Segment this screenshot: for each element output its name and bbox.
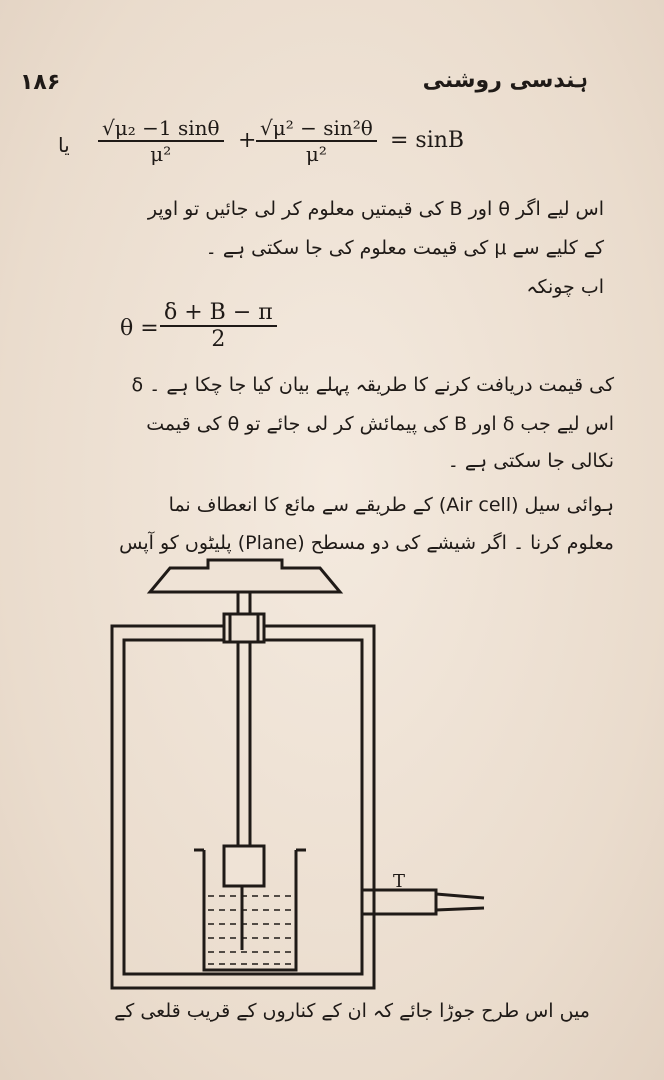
para-3-line-1: ہوائی سیل (Air cell) کے طریقے سے مائع کا انعطاف نما: [168, 494, 614, 516]
para-2-line-1: δ کی قیمت دریافت کرنے کا طریقہ پہلے بیان کیا جا چکا ہے ۔: [131, 374, 614, 396]
label-T: T: [393, 871, 406, 892]
equation-2-denominator: 2: [211, 327, 226, 352]
para-2-line-3: نکالی جا سکتی ہے ۔: [447, 450, 614, 472]
para-1-line-2: کے کلیے سے μ کی قیمت معلوم کی جا سکتی ہے ۔: [205, 237, 604, 259]
footer-line: میں اس طرح جوڑا جائے کہ ان کے کناروں کے قریب قلعی کے: [114, 1000, 590, 1022]
air-cell-diagram: [100, 550, 490, 995]
equation-1-term2-denominator: μ²: [305, 142, 327, 166]
page-number: ۱۸۶: [20, 70, 61, 95]
running-title: ہندسی روشنی: [422, 68, 588, 93]
equation-1-term2: [256, 116, 377, 166]
para-3-line-2: معلوم کرنا ۔ اگر شیشے کی دو مسطح (Plane) پلیٹوں کو آپس: [119, 532, 614, 554]
liquid-hatching: [208, 896, 292, 964]
equation-1-prefix: یا: [58, 133, 70, 157]
top-plate: [150, 560, 340, 592]
equation-1-term2-numerator: √μ² − sin²θ: [256, 116, 377, 142]
para-2-line-2: اس لیے جب δ اور B کی پیمائش کر لی جائے تو θ کی قیمت: [146, 413, 614, 435]
equation-1-plus: +: [238, 128, 257, 153]
para-1-line-3: اب چونکہ: [526, 276, 604, 298]
equation-1-term1: [98, 116, 224, 166]
holder-block: [224, 846, 264, 886]
equation-1-term1-denominator: μ²: [150, 142, 172, 166]
equation-2-fraction: [160, 300, 277, 352]
equation-2-numerator: δ + B − π: [160, 300, 277, 327]
equation-1-term1-numerator: √μ₂ −1 sinθ: [98, 116, 224, 142]
equation-1: [58, 116, 618, 172]
para-1-line-1: اس لیے اگر θ اور B کی قیمتیں معلوم کر لی جائیں تو اوپر: [147, 198, 604, 220]
equation-2-lhs: θ =: [120, 316, 159, 341]
equation-1-rhs: = sinB: [390, 128, 465, 153]
